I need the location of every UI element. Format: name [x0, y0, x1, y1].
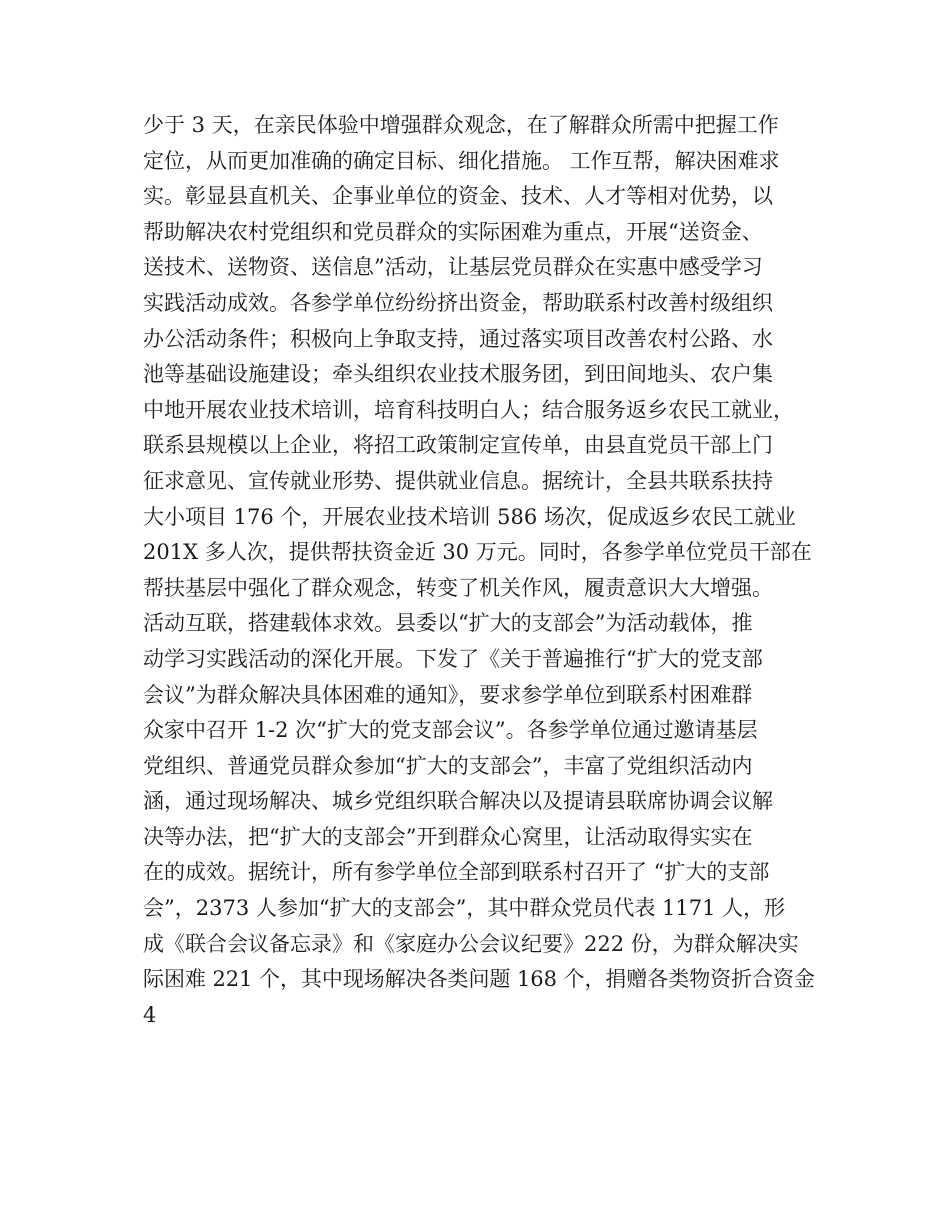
text-line: 成《联合会议备忘录》和《家庭办公会议纪要》222 份，为群众解决实: [143, 931, 799, 956]
body-text: [143, 108, 815, 1033]
text-line: 众家中召开 1-2 次“扩大的党支部会议”。各参学单位通过邀请基层: [143, 718, 758, 743]
text-line: 中地开展农业技术培训，培育科技明白人；结合服务返乡农民工就业，: [143, 397, 794, 422]
text-line: 涵，通过现场解决、城乡党组织联合解决以及提请县联席协调会议解: [143, 789, 773, 814]
text-line: 大小项目 176 个，开展农业技术培训 586 场次，促成返乡农民工就业: [143, 504, 796, 529]
text-line: 4: [143, 1002, 157, 1027]
text-line: 实。彰显县直机关、企事业单位的资金、技术、人才等相对优势，以: [143, 184, 773, 209]
text-line: 池等基础设施建设；牵头组织农业技术服务团，到田间地头、农户集: [143, 362, 773, 387]
text-line: 党组织、普通党员群众参加“扩大的支部会”，丰富了党组织活动内: [143, 753, 753, 778]
text-line: 动学习实践活动的深化开展。下发了《关于普遍推行“扩大的党支部: [143, 646, 763, 671]
text-line: 会议”为群众解决具体困难的通知》，要求参学单位到联系村困难群: [143, 682, 753, 707]
text-line: 201X 多人次，提供帮扶资金近 30 万元。同时，各参学单位党员干部在: [143, 540, 812, 565]
text-line: 活动互联，搭建载体求效。县委以“扩大的支部会”为活动载体，推: [143, 611, 753, 636]
text-line: 会”，2373 人参加“扩大的支部会”，其中群众党员代表 1171 人，形: [143, 896, 786, 921]
text-line: 实践活动成效。各参学单位纷纷挤出资金，帮助联系村改善村级组织: [143, 290, 773, 315]
text-line: 少于 3 天，在亲民体验中增强群众观念，在了解群众所需中把握工作: [143, 113, 779, 137]
text-line: 决等办法，把“扩大的支部会”开到群众心窝里，让活动取得实实在: [143, 824, 753, 849]
text-line: 办公活动条件；积极向上争取支持，通过落实项目改善农村公路、水: [143, 326, 773, 351]
text-line: 在的成效。据统计，所有参学单位全部到联系村召开了 “扩大的支部: [143, 860, 770, 885]
text-line: 联系县规模以上企业，将招工政策制定宣传单，由县直党员干部上门: [143, 433, 773, 458]
text-line: 帮扶基层中强化了群众观念，转变了机关作风，履责意识大大增强。: [143, 575, 773, 600]
text-line: 帮助解决农村党组织和党员群众的实际困难为重点，开展“送资金、: [143, 219, 763, 244]
text-line: 征求意见、宣传就业形势、提供就业信息。据统计，全县共联系扶持: [143, 468, 773, 493]
text-line: 送技术、送物资、送信息”活动，让基层党员群众在实惠中感受学习: [143, 255, 763, 280]
text-line: 定位，从而更加准确的确定目标、细化措施。 工作互帮，解决困难求: [143, 148, 780, 173]
text-line: 际困难 221 个，其中现场解决各类问题 168 个，捐赠各类物资折合资金: [143, 967, 815, 992]
